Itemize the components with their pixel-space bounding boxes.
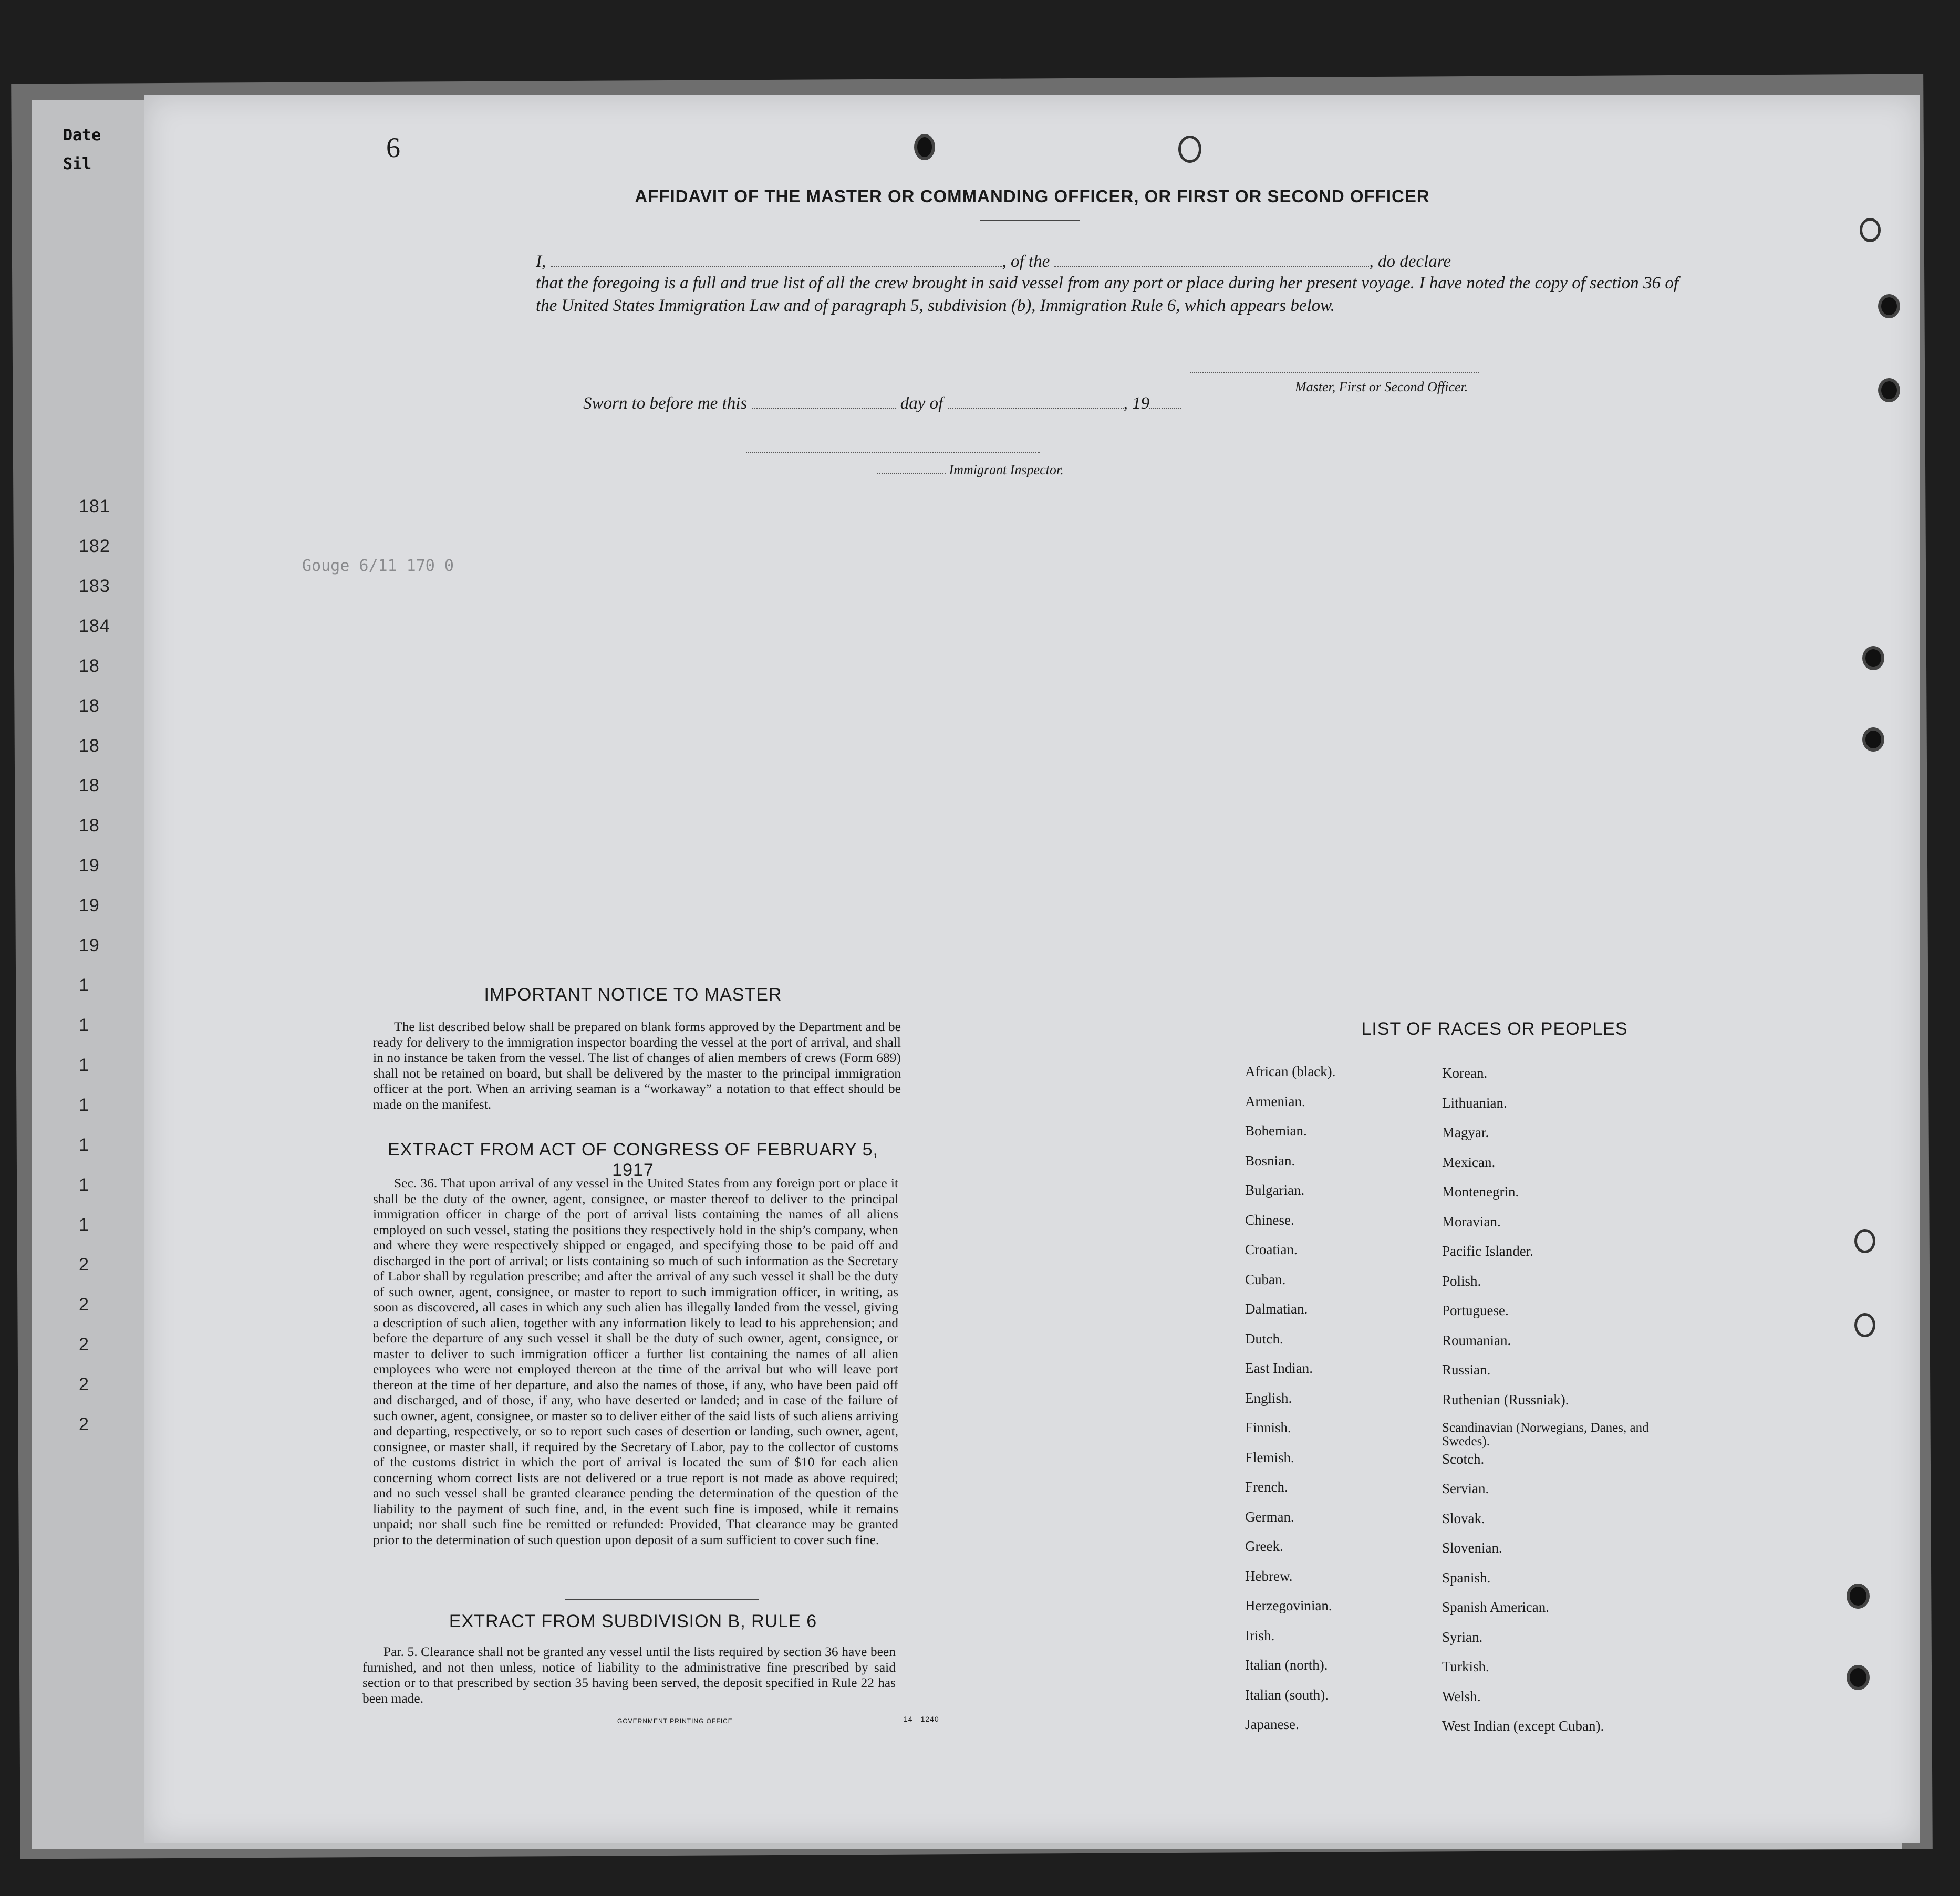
sworn-label: Sworn to before me this	[583, 394, 748, 413]
rule-extract-text: Par. 5. Clearance shall not be granted any vessel until the lists required by section 36 have been furnished, and not then unless, notice of liability to the administrative fine prescribed by said section or to that prescribed by section 35 having been served, the deposit specified in Rule 22 has been made.	[362, 1644, 896, 1706]
punch-hole	[1862, 727, 1884, 752]
margin-number: 183	[79, 576, 110, 596]
race-item: Polish.	[1442, 1273, 1481, 1289]
race-item: Korean.	[1442, 1065, 1488, 1081]
do-declare-label: , do declare	[1369, 252, 1451, 271]
margin-number: 18	[79, 736, 100, 756]
page-number: 6	[386, 132, 400, 163]
master-name-field[interactable]	[551, 255, 1002, 267]
race-item: Turkish.	[1442, 1659, 1489, 1674]
sworn-line	[583, 394, 1181, 413]
affidavit-title: AFFIDAVIT OF THE MASTER OR COMMANDING OFFICER, OR FIRST OR SECOND OFFICER	[635, 186, 1430, 206]
title-rule	[980, 220, 1080, 221]
race-item: Bosnian.	[1245, 1152, 1295, 1169]
races-title: LIST OF RACES OR PEOPLES	[1361, 1019, 1628, 1039]
sworn-day-field[interactable]	[752, 397, 896, 409]
margin-number: 2	[79, 1414, 89, 1434]
punch-hole	[1854, 1313, 1875, 1337]
punch-hole	[1847, 1665, 1870, 1690]
race-item: Spanish.	[1442, 1569, 1491, 1586]
inspector-signature-field[interactable]	[746, 452, 1040, 453]
punch-hole	[1862, 646, 1884, 670]
master-signature-label: Master, First or Second Officer.	[1295, 379, 1468, 394]
punch-hole	[1854, 1229, 1875, 1253]
act-extract-text: Sec. 36. That upon arrival of any vessel in the United States from any foreign port or place it shall be the duty of the owner, agent, consignee, or master thereof to deliver to the principal immigration officer in charge of the port of arrival lists containing the names of all aliens employed on such vessel, stating the positions they respectively hold in the ship’s company, when and where they were respectively shipped or engaged, and specifying those to be paid off and discharged in the port of arrival; or lists containing so much of such information as the Secretary of Labor shall by regulation prescribe; and after the arrival of any such vessel it shall be the duty of such owner, agent, consignee, or master to report to such immigration officer, in writing, as soon as discovered, all cases in which any such alien has illegally landed from the vessel, giving a description of such alien, together with any information likely to lead to his apprehension; and before the departure of any such vessel it shall be the duty of such owner, agent, consignee, or master to deliver to such immigration officer a further list containing the names of all alien employees who were not employed thereon at the time of the arrival but who will leave port thereon at the time of her departure, and also the names of those, if any, who have been paid off and discharged, and of those, if any, who have deserted or landed; and in case of the failure of such owner, agent, consignee, or master so to deliver either of the said lists of such aliens arriving and departing, respectively, or so to report such cases of desertion or landing, such owner, agent, consignee, or master shall, if required by the Secretary of Labor, pay to the collector of customs of the customs district in which the port of arrival is located the sum of $10 for each alien concerning whom correct lists are not delivered or a true report is not made as above required; and no such vessel shall be granted clearance pending the determination of the question of the liability to the payment of such fine, and, in the event such fine is imposed, while it remains unpaid; nor shall such fine be remitted or refunded: Provided, That clearance may be granted prior to the determination of such question upon deposit of a sum sufficient to cover such fine.	[373, 1175, 898, 1547]
races-right-column	[1442, 1065, 1663, 1748]
race-item: Scotch.	[1442, 1451, 1485, 1467]
race-item: Herzegovinian.	[1245, 1598, 1332, 1613]
race-item: Ruthenian (Russniak).	[1442, 1391, 1569, 1408]
margin-number: 181	[79, 496, 110, 516]
margin-number: 18	[79, 696, 100, 716]
margin-number: 1	[79, 1135, 89, 1155]
race-item: Slovak.	[1442, 1510, 1485, 1526]
punch-hole	[1860, 218, 1881, 242]
race-item: Greek.	[1245, 1538, 1283, 1554]
margin-number: 1	[79, 1215, 89, 1235]
race-item: East Indian.	[1245, 1360, 1313, 1376]
margin-number: 2	[79, 1335, 89, 1355]
margin-number: 18	[79, 816, 100, 836]
race-item: Armenian.	[1245, 1093, 1305, 1109]
race-item: Italian (north).	[1245, 1657, 1328, 1673]
race-item: Moravian.	[1442, 1213, 1501, 1230]
margin-number: 19	[79, 895, 100, 915]
punch-hole	[1847, 1584, 1870, 1609]
margin-number: 1	[79, 1055, 89, 1075]
faint-stamp: Gouge 6/11 170 0	[302, 557, 454, 575]
race-item: Scandinavian (Norwegians, Danes, and Swedes).	[1442, 1421, 1649, 1449]
margin-number: 2	[79, 1295, 89, 1315]
of-the-label: , of the	[1002, 252, 1050, 271]
inspector-label: Immigrant Inspector.	[949, 462, 1064, 477]
race-item: German.	[1245, 1508, 1294, 1525]
race-item: Servian.	[1442, 1481, 1489, 1496]
margin-tab-date: Date	[63, 126, 101, 144]
race-item: Hebrew.	[1245, 1568, 1293, 1584]
underlying-margin	[32, 105, 142, 1838]
race-item: Dalmatian.	[1245, 1301, 1308, 1317]
act-extract-title: EXTRACT FROM ACT OF CONGRESS OF FEBRUARY 5, 1917	[387, 1140, 879, 1180]
race-item: Italian (south).	[1245, 1686, 1329, 1703]
punch-hole	[914, 134, 935, 160]
margin-number: 19	[79, 856, 100, 876]
sworn-month-field[interactable]	[948, 397, 1124, 409]
race-item: Spanish American.	[1442, 1599, 1549, 1615]
race-item: Chinese.	[1245, 1212, 1294, 1228]
margin-number: 1	[79, 1095, 89, 1115]
margin-number: 19	[79, 935, 100, 955]
margin-number: 18	[79, 776, 100, 796]
race-item: Montenegrin.	[1442, 1184, 1519, 1200]
punch-hole	[1178, 136, 1201, 163]
race-item: Dutch.	[1245, 1330, 1283, 1347]
notice-title: IMPORTANT NOTICE TO MASTER	[484, 985, 782, 1005]
race-item: Magyar.	[1442, 1124, 1489, 1140]
race-item: West Indian (except Cuban).	[1442, 1718, 1604, 1734]
race-item: Portuguese.	[1442, 1303, 1509, 1318]
races-left-column	[1245, 1064, 1455, 1746]
sworn-year-field[interactable]	[1149, 397, 1181, 409]
act-rule	[565, 1599, 759, 1600]
rule-extract-title: EXTRACT FROM SUBDIVISION B, RULE 6	[449, 1611, 817, 1631]
printing-office: GOVERNMENT PRINTING OFFICE	[617, 1717, 733, 1725]
race-item: African (black).	[1245, 1064, 1336, 1079]
margin-number: 182	[79, 536, 110, 556]
form-code: 14—1240	[904, 1715, 939, 1723]
race-item: Syrian.	[1442, 1629, 1483, 1645]
inspector-line	[877, 462, 1064, 478]
form-page	[144, 95, 1920, 1843]
day-of-label: day of	[900, 394, 943, 413]
i-label: I,	[536, 252, 546, 271]
race-item: Croatian.	[1245, 1242, 1298, 1257]
margin-tab-sil: Sil	[63, 155, 92, 173]
margin-number: 2	[79, 1374, 89, 1394]
race-item: Welsh.	[1442, 1688, 1481, 1704]
race-item: Pacific Islander.	[1442, 1243, 1533, 1259]
affidavit-declaration-line	[536, 252, 1678, 272]
race-item: Finnish.	[1245, 1420, 1291, 1435]
margin-number: 1	[79, 975, 89, 995]
margin-number: 2	[79, 1255, 89, 1275]
race-item: English.	[1245, 1390, 1292, 1406]
affidavit-paragraph: that the foregoing is a full and true list of all the crew brought in said vessel from any port or place during her present voyage. I have noted the copy of section 36 of the United States Immigration Law and of paragraph 5, subdivision (b), Immigration Rule 6, which appears below.	[536, 274, 1678, 315]
race-item: Bohemian.	[1245, 1123, 1307, 1139]
year-prefix-label: , 19	[1123, 394, 1150, 413]
race-item: Cuban.	[1245, 1271, 1286, 1287]
margin-number: 18	[79, 656, 100, 676]
margin-number: 184	[79, 616, 110, 636]
race-item: French.	[1245, 1479, 1288, 1495]
race-item: Bulgarian.	[1245, 1182, 1305, 1198]
punch-hole	[1878, 378, 1900, 402]
race-item: Flemish.	[1245, 1449, 1294, 1465]
margin-number: 1	[79, 1175, 89, 1195]
race-item: Mexican.	[1442, 1154, 1496, 1170]
margin-number: 1	[79, 1015, 89, 1035]
race-item: Irish.	[1245, 1627, 1275, 1643]
race-item: Russian.	[1442, 1362, 1491, 1378]
race-item: Lithuanian.	[1442, 1095, 1507, 1111]
race-item: Japanese.	[1245, 1716, 1299, 1732]
race-item: Slovenian.	[1442, 1540, 1502, 1556]
notice-text: The list described below shall be prepared on blank forms approved by the Department and be ready for delivery to the immigration inspector boarding the vessel at the port of arrival, and shall in no instance be taken from the vessel. The list of changes of alien members of crews (Form 689) shall not be retained on board, but shall be delivered by the master to the principal immigration officer at the port. When an arriving seaman is a “workaway” a notation to that effect should be made on the manifest.	[373, 1019, 901, 1112]
race-item: Roumanian.	[1442, 1332, 1511, 1348]
punch-hole	[1878, 294, 1900, 318]
vessel-name-field[interactable]	[1054, 255, 1369, 267]
master-signature-field[interactable]	[1190, 372, 1479, 373]
